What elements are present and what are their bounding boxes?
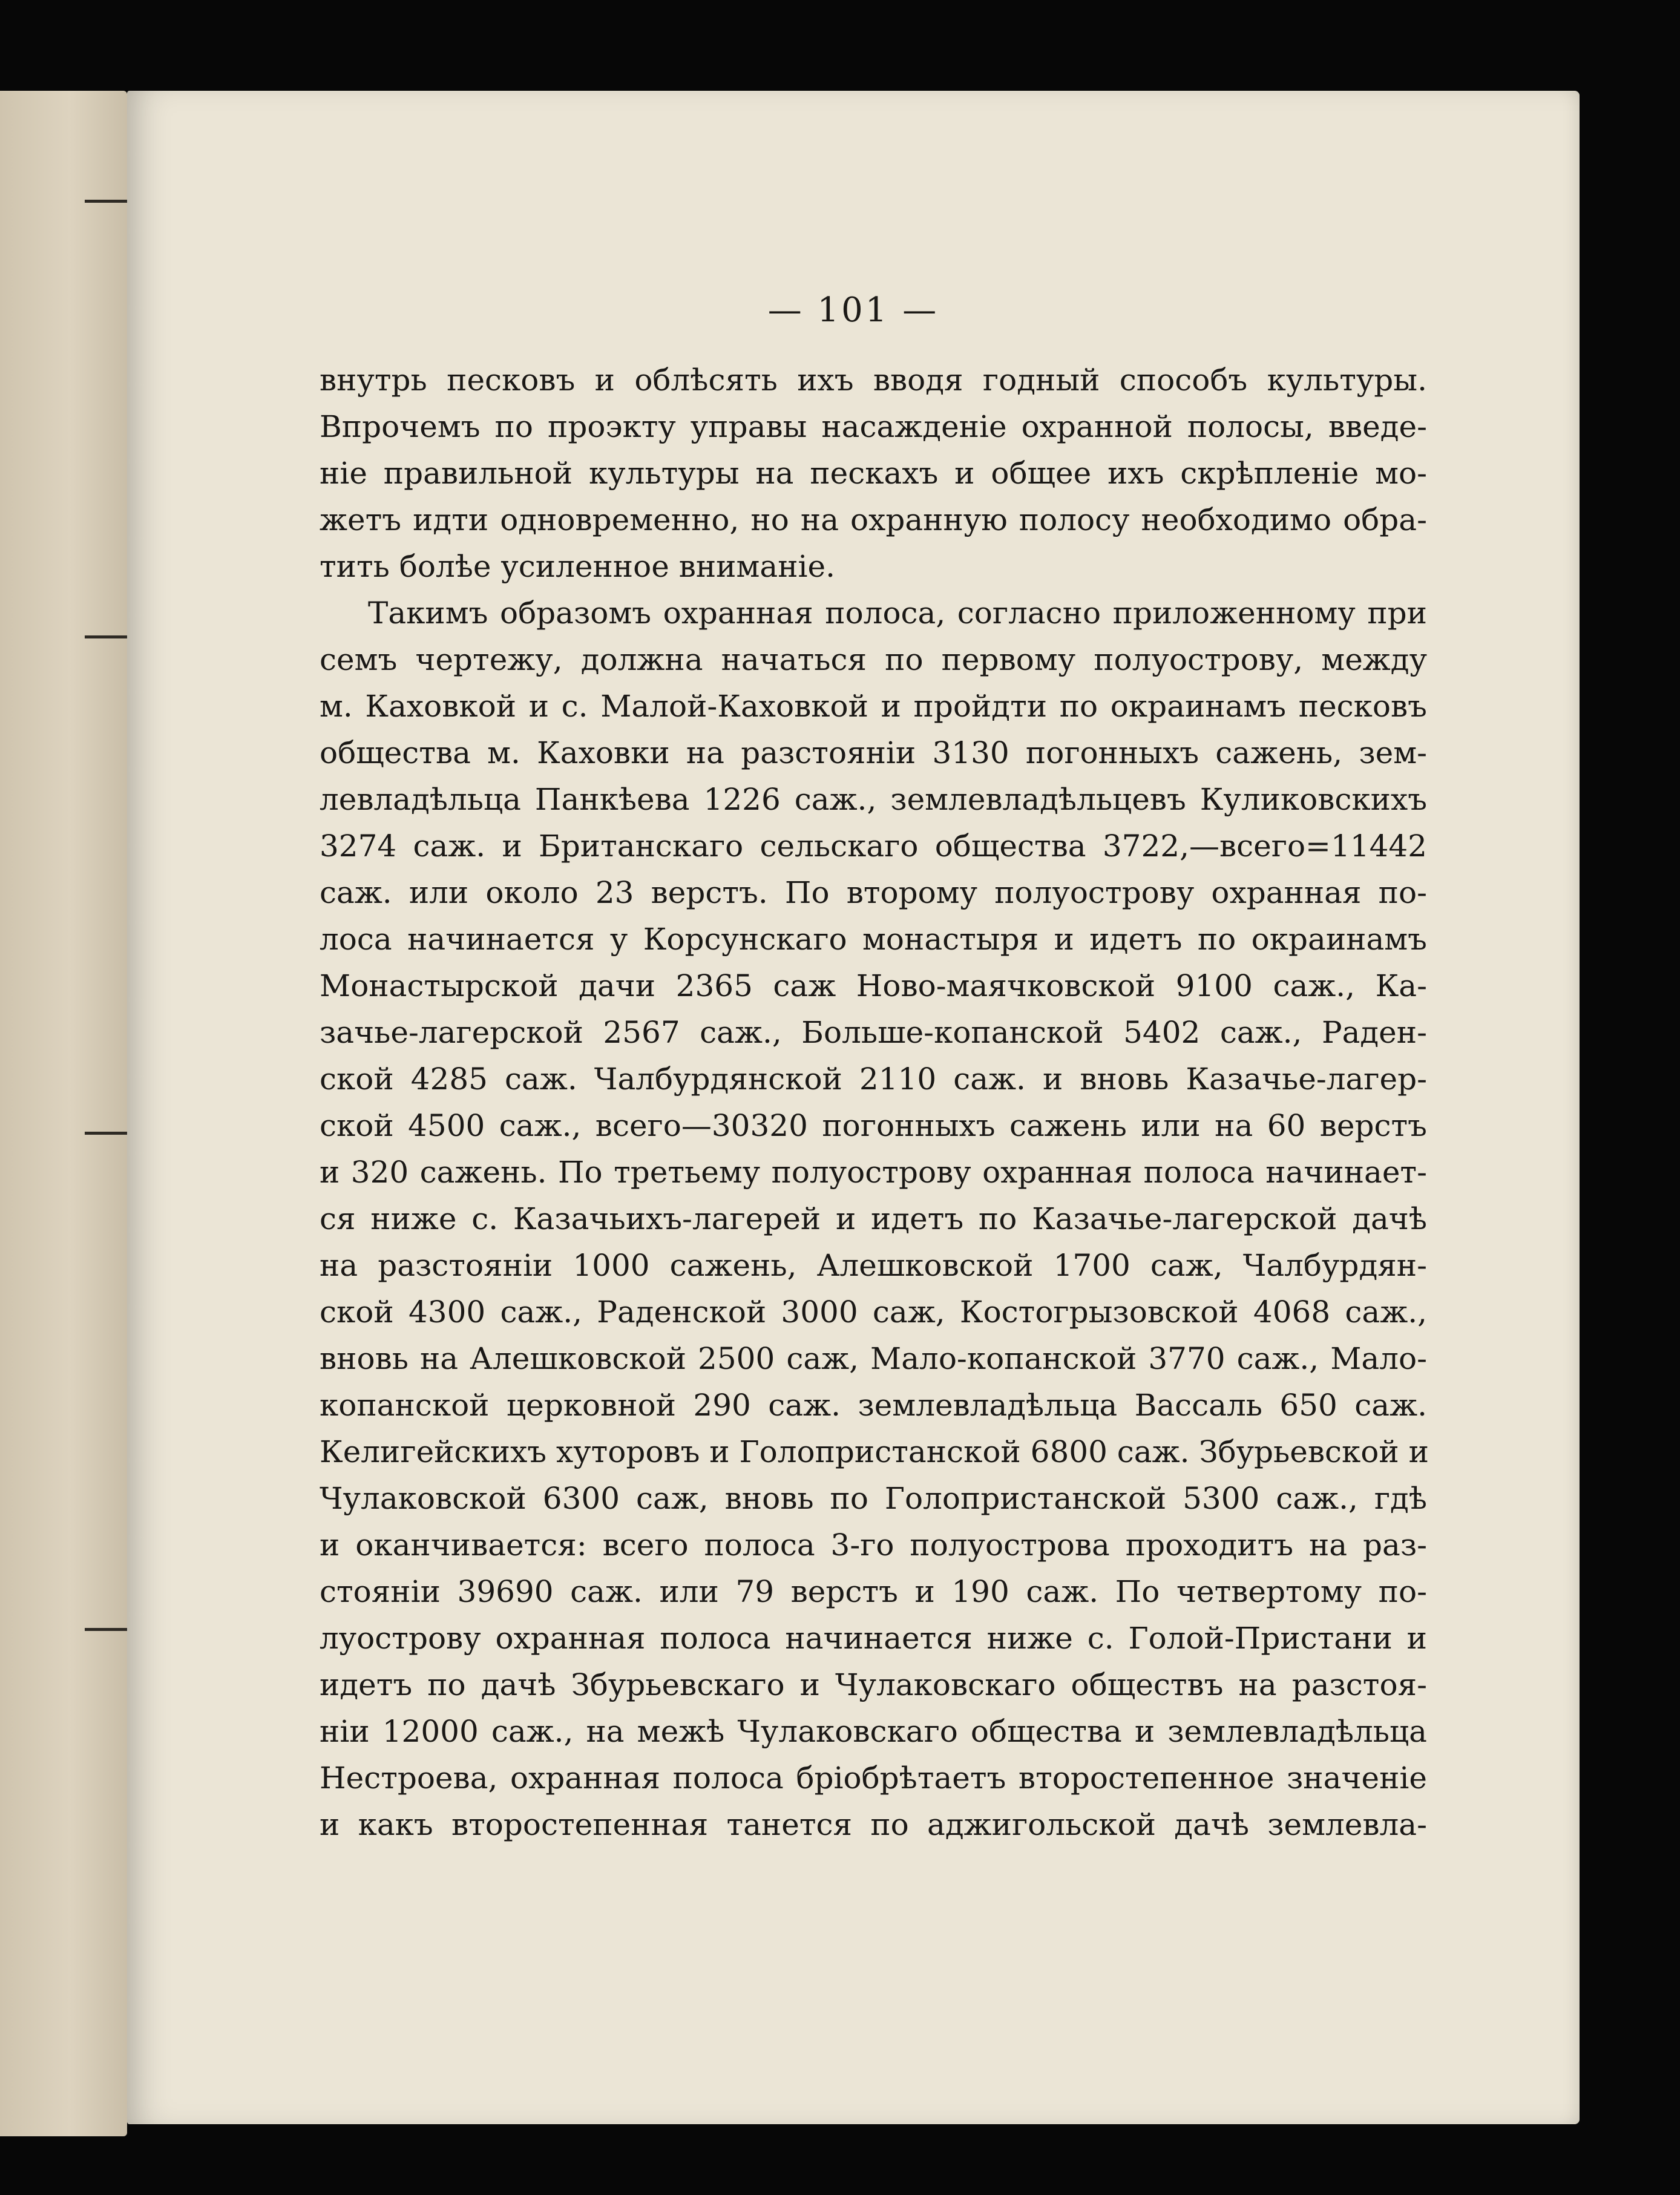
book-page	[127, 91, 1580, 2124]
text-line: левладѣльца Панкѣева 1226 саж., землевладѣльцевъ Куликовскихъ	[320, 782, 1427, 817]
text-line: внутрь песковъ и облѣсять ихъ вводя годный способъ культуры.	[320, 363, 1427, 398]
page-mark	[85, 635, 127, 638]
text-line: зачье-лагерской 2567 саж., Больше-копанской 5402 саж., Раден-	[320, 1015, 1427, 1050]
text-line: Чулаковской 6300 саж, вновь по Голопристанской 5300 саж., гдѣ	[320, 1481, 1427, 1516]
text-line: копанской церковной 290 саж. землевладѣльца Вассаль 650 саж.	[320, 1388, 1427, 1423]
paragraph	[320, 357, 1427, 590]
text-line: тить болѣе усиленное вниманіе.	[320, 549, 836, 584]
text-line: и 320 сажень. По третьему полуострову охранная полоса начинает-	[320, 1155, 1427, 1190]
text-line: общества м. Каховки на разстояніи 3130 погонныхъ сажень, зем-	[320, 735, 1427, 770]
text-line: Монастырской дачи 2365 саж Ново-маячковской 9100 саж., Ка-	[320, 968, 1427, 1003]
text-line: стояніи 39690 саж. или 79 верстъ и 190 саж. По четвертому по-	[320, 1574, 1427, 1609]
text-line: идетъ по дачѣ Збурьевскаго и Чулаковскаго обществъ на разстоя-	[320, 1667, 1427, 1702]
page-number-header: — 101 —	[767, 290, 939, 330]
text-line: Впрочемъ по проэкту управы насажденіе охранной полосы, введе-	[320, 409, 1427, 444]
page-mark	[85, 200, 127, 203]
text-line: на разстояніи 1000 сажень, Алешковской 1700 саж, Чалбурдян-	[320, 1248, 1427, 1283]
text-line: 3274 саж. и Британскаго сельскаго общества 3722,—всего=11442	[320, 828, 1427, 864]
text-line: ской 4300 саж., Раденской 3000 саж, Костогрызовской 4068 саж.,	[320, 1294, 1427, 1330]
text-line: луострову охранная полоса начинается ниже с. Голой-Пристани и	[320, 1621, 1427, 1656]
text-line: лоса начинается у Корсунскаго монастыря и идетъ по окраинамъ	[320, 922, 1427, 957]
text-line: и какъ второстепенная танется по аджигольской дачѣ землевла-	[320, 1807, 1427, 1842]
body-text	[320, 357, 1427, 1848]
text-line: саж. или около 23 верстъ. По второму полуострову охранная по-	[320, 875, 1427, 910]
page-mark	[85, 1132, 127, 1135]
text-line: семъ чертежу, должна начаться по первому полуострову, между	[320, 642, 1427, 677]
text-line: Келигейскихъ хуторовъ и Голопристанской 6800 саж. Збурьевской и	[320, 1434, 1429, 1469]
text-line: Такимъ образомъ охранная полоса, согласно приложенному при	[368, 596, 1427, 631]
text-line: ся ниже с. Казачьихъ-лагерей и идетъ по Казачье-лагерской дачѣ	[320, 1201, 1427, 1236]
text-line: Нестроева, охранная полоса бріобрѣтаетъ второстепенное значеніе	[320, 1760, 1427, 1796]
text-line: жетъ идти одновременно, но на охранную полосу необходимо обра-	[320, 502, 1427, 537]
text-line: ніе правильной культуры на пескахъ и общее ихъ скрѣпленіе мо-	[320, 456, 1427, 491]
text-line: ской 4500 саж., всего—30320 погонныхъ сажень или на 60 верстъ	[320, 1108, 1427, 1143]
text-line: вновь на Алешковской 2500 саж, Мало-копанской 3770 саж., Мало-	[320, 1341, 1427, 1376]
text-line: м. Каховкой и с. Малой-Каховкой и пройдти по окраинамъ песковъ	[320, 689, 1427, 724]
page-mark	[85, 1628, 127, 1631]
left-page-edge	[0, 91, 127, 2136]
text-line: ской 4285 саж. Чалбурдянской 2110 саж. и вновь Казачье-лагер-	[320, 1061, 1427, 1097]
text-line: и оканчивается: всего полоса 3-го полуострова проходитъ на раз-	[320, 1527, 1427, 1563]
text-line: ніи 12000 саж., на межѣ Чулаковскаго общества и землевладѣльца	[320, 1714, 1427, 1749]
paragraph	[320, 590, 1427, 1848]
